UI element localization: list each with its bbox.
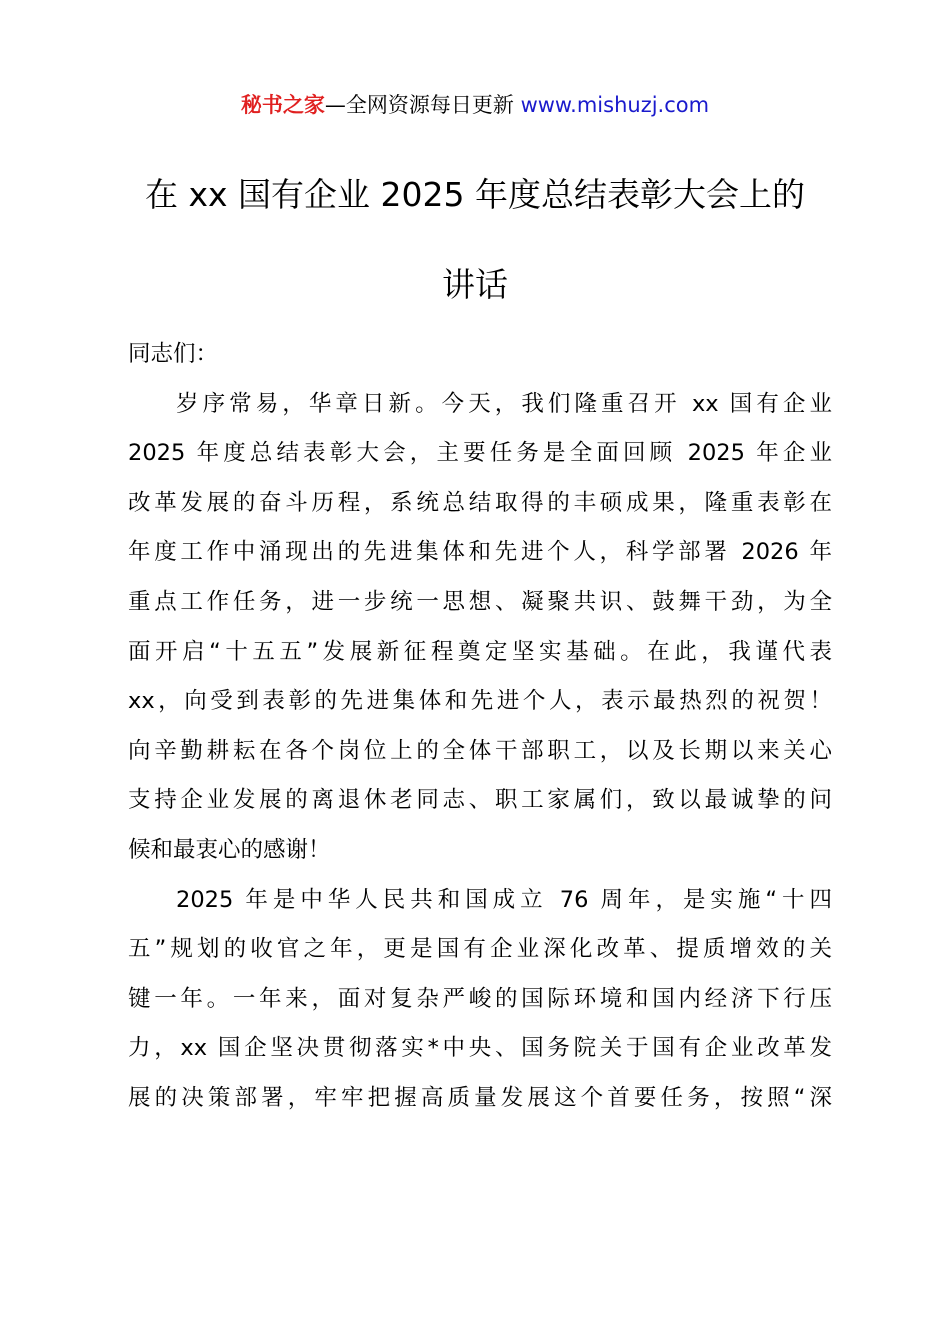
document-body [128,330,832,1124]
salutation: 同志们： [128,341,219,367]
paragraph-line: 力，xx 国企坚决贯彻落实*中央、国务院关于国有企业改革发 [128,1035,832,1062]
site-header [0,88,950,122]
paragraph-line: 2025 年是中华人民共和国成立 76 周年，是实施“十四 [176,886,832,913]
title-line: 讲话 [442,265,508,304]
paragraph-line: 重点工作任务，进一步统一思想、凝聚共识、鼓舞干劲，为全 [128,588,832,615]
paragraph-line: 展的决策部署，牢牢把握高质量发展这个首要任务，按照“深 [128,1084,832,1111]
paragraph-line: 五”规划的收官之年，更是国有企业深化改革、提质增效的关 [128,936,832,963]
paragraph-line: 支持企业发展的离退休老同志、职工家属们，致以最诚挚的问 [128,787,832,814]
paragraph-line: xx，向受到表彰的先进集体和先进个人，表示最热烈的祝贺！ [128,688,832,715]
paragraph-line: 面开启“十五五”发展新征程奠定坚实基础。在此，我谨代表 [128,638,832,665]
paragraph-line: 向辛勤耕耘在各个岗位上的全体干部职工，以及长期以来关心 [128,737,832,764]
paragraph-line: 年度工作中涌现出的先进集体和先进个人，科学部署 2026 年 [128,539,832,566]
title-line: 在 xx 国有企业 2025 年度总结表彰大会上的 [145,175,805,214]
brand-name: 秘书之家 [240,93,325,117]
header-slogan: —全网资源每日更新 [324,93,521,117]
paragraph-line: 候和最衷心的感谢！ [128,836,331,863]
document-title [100,150,850,330]
paragraph-2 [128,876,832,1124]
site-url-link[interactable]: www.mishuzj.com [520,93,710,117]
paragraph-1 [128,380,832,876]
paragraph-line: 改革发展的奋斗历程，系统总结取得的丰硕成果，隆重表彰在 [128,489,832,516]
paragraph-line: 2025 年度总结表彰大会，主要任务是全面回顾 2025 年企业 [128,440,832,467]
paragraph-line: 键一年。一年来，面对复杂严峻的国际环境和国内经济下行压 [128,985,832,1012]
paragraph-line: 岁序常易，华章日新。今天，我们隆重召开 xx 国有企业 [176,390,832,417]
